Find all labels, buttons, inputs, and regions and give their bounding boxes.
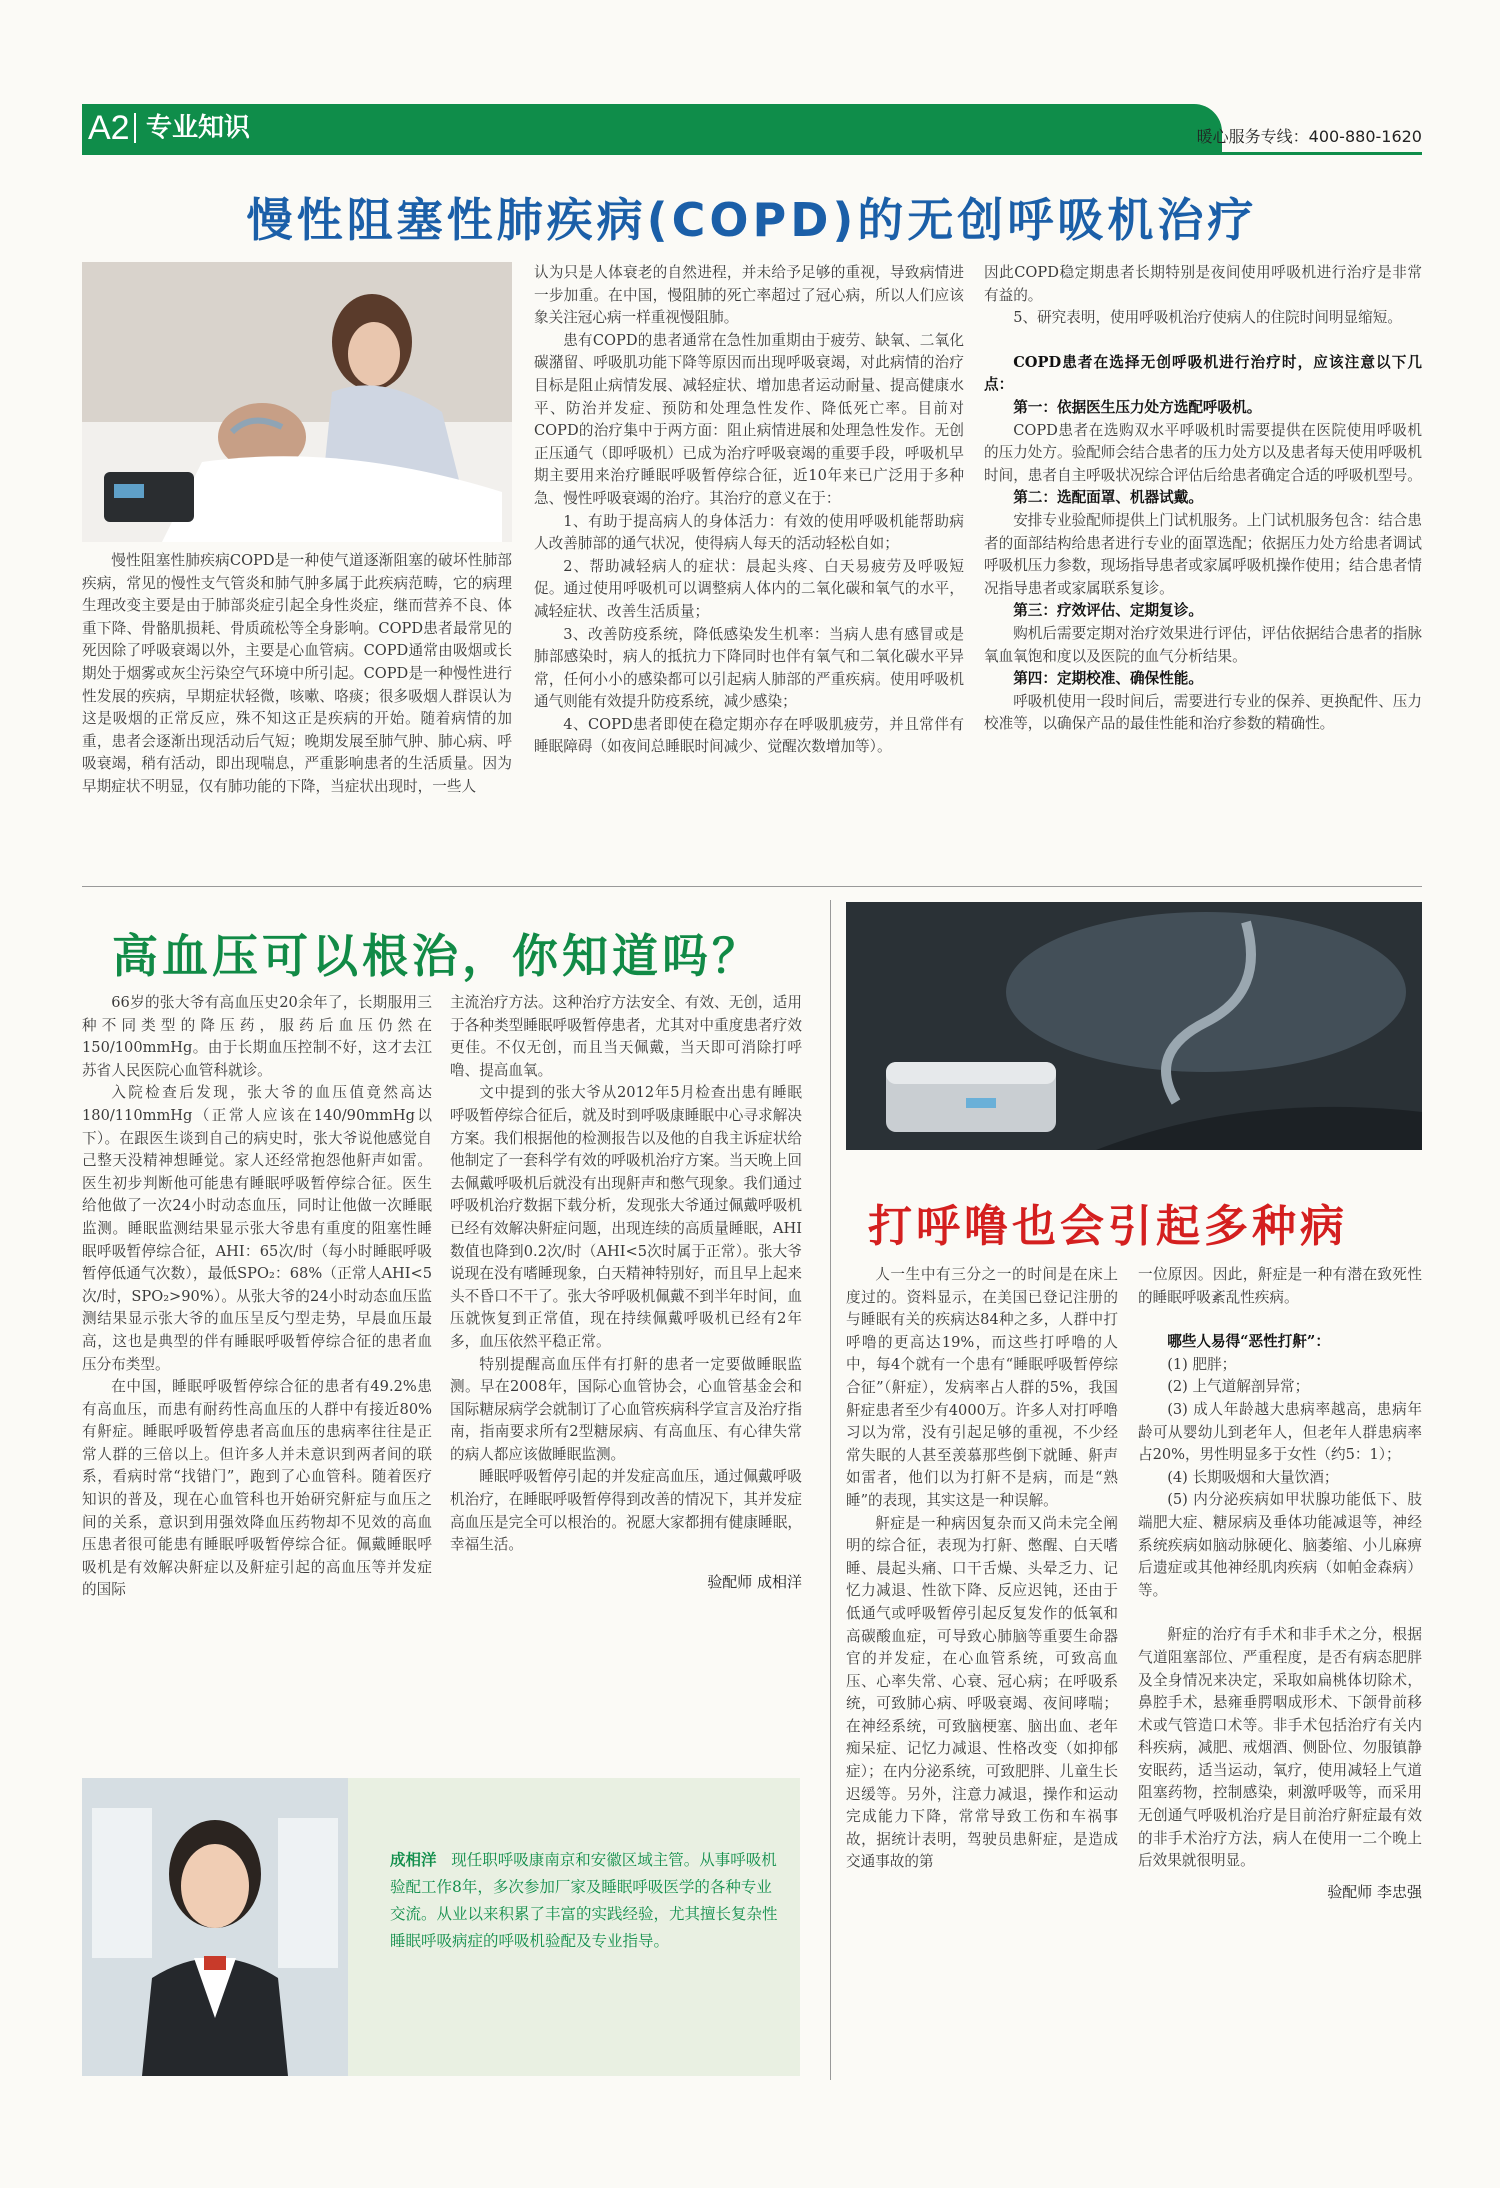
- paragraph: 3、改善防疫系统，降低感染发生机率：当病人患有感冒或是肺部感染时，病人的抵抗力下降同时也伴有氧气和二氧化碳水平异常，任何小小的感染都可以引起病人肺部的严重疾病。使用呼吸机通气则能有效提升防疫系统，减少感染；: [534, 625, 964, 711]
- page-code: A2: [88, 109, 130, 147]
- risk-item: (5) 内分泌疾病如甲状腺功能低下、肢端肥大症、糖尿病及垂体功能减退等，神经系统疾病如脑动脉硬化、脑萎缩、小儿麻痹后遗症或其他神经肌肉疾病（如帕金森病）等。: [1138, 1491, 1422, 1599]
- article1-column-3: [984, 262, 1422, 736]
- paragraph: 66岁的张大爷有高血压史20余年了，长期服用三种不同类型的降压药，服药后血压仍然在150/100mmHg。由于长期血压控制不好，这才去江苏省人民医院心血管科就诊。: [82, 994, 432, 1079]
- article2-signature: 验配师 成相洋: [707, 1572, 802, 1591]
- paragraph: 患有COPD的患者通常在急性加重期由于疲劳、缺氧、二氧化碳潴留、呼吸肌功能下降等原因而出现呼吸衰竭，对此病情的治疗目标是阻止病情发展、减轻症状、增加患者运动耐量、提高健康水平、防治并发症、预防和处理急性发作、降低死亡率。目前对COPD的治疗集中于两方面：阻止病情进展和处理急性发作。无创正压通气（即呼吸机）已成为治疗呼吸衰竭的重要手段，呼吸机早期主要用来治疗睡眠呼吸暂停综合征，近10年来已广泛用于多种急、慢性呼吸衰竭的治疗。其治疗的意义在于：: [534, 331, 964, 507]
- note-body: 呼吸机使用一段时间后，需要进行专业的保养、更换配件、压力校准等，以确保产品的最佳性能和治疗参数的精确性。: [984, 692, 1422, 733]
- paragraph: 特别提醒高血压伴有打鼾的患者一定要做睡眠监测。早在2008年，国际心血管协会，心血管基金会和国际糖尿病学会就制订了心血管疾病科学宣言及治疗指南，指南要求所有2型糖尿病、有高血压、有心律失常的病人都应该做睡眠监测。: [450, 1355, 802, 1463]
- note-body: 安排专业验配师提供上门试机服务。上门试机服务包含：结合患者的面部结构给患者进行专业的面罩选配；依据压力处方给患者调试呼吸机压力参数，现场指导患者或家属呼吸机操作使用；结合患者情况指导患者或家属联系复诊。: [984, 511, 1422, 597]
- paragraph: 人一生中有三分之一的时间是在床上度过的。资料显示，在美国已登记注册的与睡眠有关的疾病达84种之多，人群中打呼噜的更高达19%，而这些打呼噜的人中，每4个就有一个患有“睡眠呼吸暂停综合征”（鼾症），发病率占人群的5%，我国鼾症患者至少有4000万。许多人对打呼噜习以为常，没有引起足够的重视，不少经常失眠的人甚至羡慕那些倒下就睡、鼾声如雷者，他们以为打鼾不是病，而是“熟睡”的表现，其实这是一种误解。: [846, 1266, 1118, 1509]
- note-heading: 第三：疗效评估、定期复诊。: [1013, 602, 1203, 620]
- note-heading: 第一：依据医生压力处方选配呼吸机。: [1013, 398, 1262, 416]
- article3-title: 打呼噜也会引起多种病: [868, 1201, 1348, 1252]
- article1-column-1: [82, 550, 512, 799]
- paragraph: 鼾症是一种病因复杂而又尚未完全阐明的综合征，表现为打鼾、憋醒、白天嗜睡、晨起头痛、口干舌燥、头晕乏力、记忆力减退、性欲下降、反应迟钝，还由于低通气或呼吸暂停引起反复发作的低氧和高碳酸血症，可导致心肺脑等重要生命器官的并发症，在心血管系统，可致高血压、心率失常、心衰、冠心病；在呼吸系统，可致肺心病、呼吸衰竭、夜间哮喘；在神经系统，可致脑梗塞、脑出血、老年痴呆症、记忆力减退、性格改变（如抑郁症）；在内分泌系统，可致肥胖、儿童生长迟缓等。另外，注意力减退，操作和运动完成能力下降，常常导致工伤和车祸事故，据统计表明，驾驶员患鼾症，是造成交通事故的第: [846, 1514, 1118, 1871]
- paragraph: 因此COPD稳定期患者长期特别是夜间使用呼吸机进行治疗是非常有益的。: [984, 264, 1422, 304]
- photo-sleeping-cpap: [846, 902, 1422, 1150]
- bio-name: 成相洋: [390, 1850, 437, 1869]
- paragraph: 认为只是人体衰老的自然进程，并未给予足够的重视，导致病情进一步加重。在中国，慢阻肺的死亡率超过了冠心病，所以人们应该象关注冠心病一样重视慢阻肺。: [534, 264, 964, 327]
- paragraph: 4、COPD患者即使在稳定期亦存在呼吸肌疲劳，并且常伴有睡眠障碍（如夜间总睡眠时间减少、觉醒次数增加等）。: [534, 715, 964, 756]
- photo-couple-cpap: [82, 262, 512, 542]
- photo-consultant-portrait: [82, 1778, 348, 2076]
- risk-item: (4) 长期吸烟和大量饮酒；: [1167, 1468, 1339, 1486]
- paragraph: 睡眠呼吸暂停引起的并发症高血压，通过佩戴呼吸机治疗，在睡眠呼吸暂停得到改善的情况下，其并发症高血压是完全可以根治的。祝愿大家都拥有健康睡眠，幸福生活。: [450, 1468, 802, 1554]
- article2-column-1: [82, 992, 432, 1602]
- risk-item: (3) 成人年龄越大患病率越高，患病年龄可从婴幼儿到老年人，但老年人群患病率占20%，男性明显多于女性（约5：1）；: [1138, 1400, 1422, 1464]
- risk-item: (1) 肥胖；: [1167, 1355, 1237, 1373]
- article2-column-2: [450, 992, 802, 1593]
- article1-title: 慢性阻塞性肺疾病(COPD)的无创呼吸机治疗: [246, 193, 1258, 247]
- paragraph: 入院检查后发现，张大爷的血压值竟然高达180/110mmHg（正常人应该在140/90mmHg以下）。在跟医生谈到自己的病史时，张大爷说他感觉自己整天没精神想睡觉。家人还经常抱怨他鼾声如雷。医生初步判断他可能患有睡眠呼吸暂停综合征。医生给他做了一次24小时动态血压，同时让他做一次睡眠监测。睡眠监测结果显示张大爷患有重度的阻塞性睡眠呼吸暂停综合征，AHI：65次/时（每小时睡眠呼吸暂停低通气次数），最低SPO₂：68%（正常人AHI<5次/时，SPO₂>90%）。从张大爷的24小时动态血压监测结果显示张大爷的血压呈反勺型走势，早晨血压最高，这也是典型的伴有睡眠呼吸暂停综合征的患者血压分布类型。: [82, 1084, 432, 1373]
- photo-consultant-illustration: [82, 1778, 348, 2076]
- article1-column-2: [534, 262, 964, 759]
- note-heading: 第四：定期校准、确保性能。: [1013, 670, 1203, 688]
- risk-item: (2) 上气道解剖异常；: [1167, 1378, 1310, 1396]
- paragraph: 2、帮助减轻病人的症状：晨起头疼、白天易疲劳及呼吸短促。通过使用呼吸机可以调整病人体内的二氧化碳和氧气的水平，减轻症状、改善生活质量；: [534, 557, 964, 620]
- paragraph: 1、有助于提高病人的身体活力：有效的使用呼吸机能帮助病人改善肺部的通气状况，使得病人每天的活动轻松自如；: [534, 512, 964, 553]
- horizontal-divider: [82, 886, 1422, 887]
- note-heading: 第二：选配面罩、机器试戴。: [1013, 489, 1203, 507]
- bio-description: 现任职呼吸康南京和安徽区域主管。从事呼吸机验配工作8年，多次参加厂家及睡眠呼吸医学的各种专业交流。从业以来积累了丰富的实践经验，尤其擅长复杂性睡眠呼吸病症的呼吸机验配及专业指导。: [390, 1851, 778, 1950]
- article3-column-2: [1138, 1264, 1422, 1903]
- article2-title: 高血压可以根治，你知道吗？: [112, 929, 762, 983]
- bio-text-block: [390, 1846, 780, 1955]
- paragraph: 一位原因。因此，鼾症是一种有潜在致死性的睡眠呼吸紊乱性疾病。: [1138, 1266, 1422, 1306]
- article3-column-1: [846, 1264, 1118, 1874]
- notes-intro: COPD患者在选择无创呼吸机进行治疗时，应该注意以下几点：: [984, 353, 1422, 394]
- note-body: COPD患者在选购双水平呼吸机时需要提供在医院使用呼吸机的压力处方。验配师会结合患者的压力处方以及患者每天使用呼吸机时间，患者自主呼吸状况综合评估后给患者确定合适的呼吸机型号。: [984, 421, 1422, 484]
- paragraph: 慢性阻塞性肺疾病COPD是一种使气道逐渐阻塞的破坏性肺部疾病，常见的慢性支气管炎和肺气肿多属于此疾病范畴，它的病理生理改变主要是由于肺部炎症引起全身性炎症，继而营养不良、体重下降、骨骼肌损耗、骨质疏松等全身影响。COPD患者最常见的死因除了呼吸衰竭以外，主要是心血管病。COPD通常由吸烟或长期处于烟雾或灰尘污染空气环境中所引起。COPD是一种慢性进行性发展的疾病，早期症状轻微，咳嗽、咯痰；很多吸烟人群误认为这是吸烟的正常反应，殊不知这正是疾病的开始。随着病情的加重，患者会逐渐出现活动后气短；晚期发展至肺气肿、肺心病、呼吸衰竭，稍有活动，即出现喘息，严重影响患者的生活质量。因为早期症状不明显，仅有肺功能的下降，当症状出现时，一些人: [82, 552, 512, 795]
- header-separator: [134, 113, 136, 143]
- paragraph: 文中提到的张大爷从2012年5月检查出患有睡眠呼吸暂停综合征后，就及时到呼吸康睡眠中心寻求解决方案。我们根据他的检测报告以及他的自我主诉症状给他制定了一套科学有效的呼吸机治疗方案。当天晚上回去佩戴呼吸机后就没有出现鼾声和憋气现象。我们通过呼吸机治疗数据下载分析，发现张大爷通过佩戴呼吸机已经有效解决鼾症问题，出现连续的高质量睡眠，AHI数值也降到0.2次/时（AHI<5次时属于正常）。张大爷说现在没有嗜睡现象，白天精神特别好，而且早上起来头不昏口不干了。张大爷呼吸机佩戴不到半年时间，血压就恢复到正常值，现在持续佩戴呼吸机已经有2年多，血压依然平稳正常。: [450, 1084, 802, 1350]
- risk-title: 哪些人易得“恶性打鼾”：: [1167, 1333, 1330, 1351]
- paragraph: 5、研究表明，使用呼吸机治疗使病人的住院时间明显缩短。: [1013, 309, 1402, 327]
- photo-sleeping-cpap-illustration: [846, 902, 1422, 1150]
- service-hotline: 暖心服务专线：400-880-1620: [1196, 127, 1422, 146]
- paragraph: 在中国，睡眠呼吸暂停综合征的患者有49.2%患有高血压，而患有耐药性高血压的人群中有接近80%有鼾症。睡眠呼吸暂停患者高血压的患病率往往是正常人群的三倍以上。但许多人并未意识到两者间的联系，看病时常“找错门”，跑到了心血管科。随着医疗知识的普及，现在心血管科也开始研究鼾症与血压之间的关系，意识到用强效降血压药物却不见效的高血压患者很可能患有睡眠呼吸暂停综合征。佩戴睡眠呼吸机是有效解决鼾症以及鼾症引起的高血压等并发症的国际: [82, 1378, 432, 1599]
- note-body: 购机后需要定期对治疗效果进行评估，评估依据结合患者的指脉氧血氧饱和度以及医院的血气分析结果。: [984, 624, 1422, 665]
- photo-couple-cpap-illustration: [82, 262, 512, 542]
- vertical-divider: [830, 900, 831, 2080]
- article3-signature: 验配师 李忠强: [1327, 1882, 1422, 1901]
- paragraph: 鼾症的治疗有手术和非手术之分，根据气道阻塞部位、严重程度，是否有病态肥胖及全身情况来决定，采取如扁桃体切除术，鼻腔手术，悬雍垂腭咽成形术、下颌骨前移术或气管造口术等。非手术包括治疗有关内科疾病，减肥、戒烟酒、侧卧位、勿服镇静安眠药，适当运动，氧疗，使用减轻上气道阻塞药物，控制感染，刺激呼吸等，而采用无创通气呼吸机治疗是目前治疗鼾症最有效的非手术治疗方法，病人在使用一二个晚上后效果就很明显。: [1138, 1626, 1422, 1870]
- section-name: 专业知识: [146, 113, 251, 143]
- header-rule: [82, 152, 1422, 155]
- paragraph: 主流治疗方法。这种治疗方法安全、有效、无创，适用于各种类型睡眠呼吸暂停患者，尤其对中重度患者疗效更佳。不仅无创，而且当天佩戴，当天即可消除打呼噜、提高血氧。: [450, 994, 802, 1079]
